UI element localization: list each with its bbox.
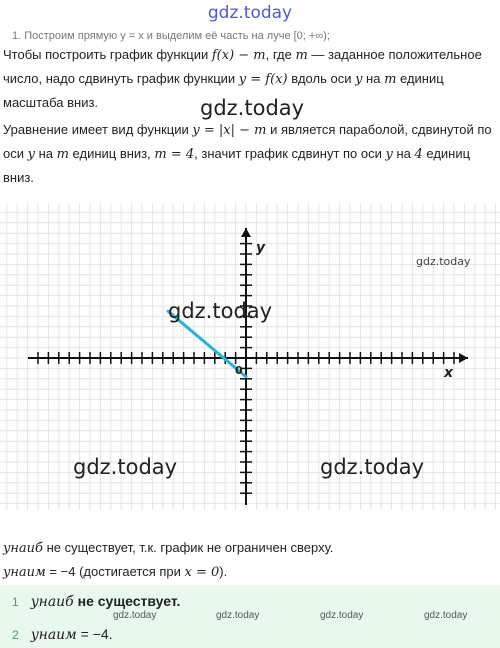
function-graph [0,203,500,510]
watermark-answer-3: gdz.today [320,610,364,621]
p2-y2: y [385,147,393,162]
y-axis-label: y [256,240,266,256]
p2-func: y = |x| − m [192,123,267,138]
watermark-graph-center: gdz.today [168,299,273,323]
ymin-symbol: yнаим [3,565,46,580]
x-axis-arrow [459,353,468,363]
final-ymin-eq: = −4. [76,626,113,642]
answer-number-2: 2 [12,628,19,642]
p2-text-e: , значит график сдвинут по оси [194,146,386,161]
final-ymin: yнаим [30,627,77,643]
ymax-symbol: yнаиб [3,541,43,556]
answer-min [3,564,227,580]
final-ymax-text: не существует. [73,593,181,609]
p1-m2: m [384,72,397,87]
p2-four: 4 [414,147,423,162]
p1-text-b: , где [265,47,296,62]
p1-text-end: единиц масштаба вниз. [3,71,444,110]
p2-val: m = 4 [154,147,195,162]
p1-func: f(x) − m [211,48,266,63]
watermark-answer-4: gdz.today [424,610,468,621]
y-axis-arrow [241,228,251,237]
p2-m: m [56,147,69,162]
p2-text-f: на [392,146,415,161]
p1-text-a: Чтобы построить график функции [3,47,212,62]
ymin-paren: (достигается при [75,564,185,579]
watermark-answer-2: gdz.today [216,610,260,621]
p1-text-c: — заданное положительное число, надо сдвинуть график функции [3,47,482,86]
p1-text-e: на [362,71,385,86]
final-answer-1 [12,593,180,610]
p2-y: y [27,147,35,162]
p2-text-d: единиц вниз, [68,146,155,161]
ymin-x: x = 0 [184,565,220,580]
ymin-end: ). [219,564,228,579]
ymin-eq: = −4 [45,564,76,579]
watermark-top: gdz.today [207,3,293,23]
p1-y: y [355,72,363,87]
paragraph-2 [3,118,497,189]
answer-number-1: 1 [12,595,19,609]
final-answer-2 [12,626,113,643]
final-ymax: yнаиб [30,594,74,610]
watermark-graph-top-right: gdz.today [416,255,471,268]
p2-text-b: и является параболой, сдвинутой по оси [3,122,492,161]
watermark-graph-bottom-right: gdz.today [320,455,425,479]
p1-g: y = f(x) [238,72,288,87]
p1-m: m [295,48,308,63]
cut-off-line: 1. Построим прямую y = x и выделим её часть на луче [0; +∞); [12,30,330,42]
p2-text-a: Уравнение имеет вид функции [3,122,193,137]
x-axis-label: x [444,365,454,381]
p1-text-d: вдоль оси [287,71,356,86]
origin-label: 0 [235,364,243,377]
watermark-answer-1: gdz.today [113,610,157,621]
watermark-text: gdz.today [200,96,305,120]
p2-text-c: на [34,146,57,161]
p2-text-end: единиц вниз. [3,146,471,185]
ymax-text: не существует, т.к. график не ограничен сверху. [42,540,334,555]
watermark-graph-bottom-left: gdz.today [73,455,178,479]
answer-max [3,540,333,556]
